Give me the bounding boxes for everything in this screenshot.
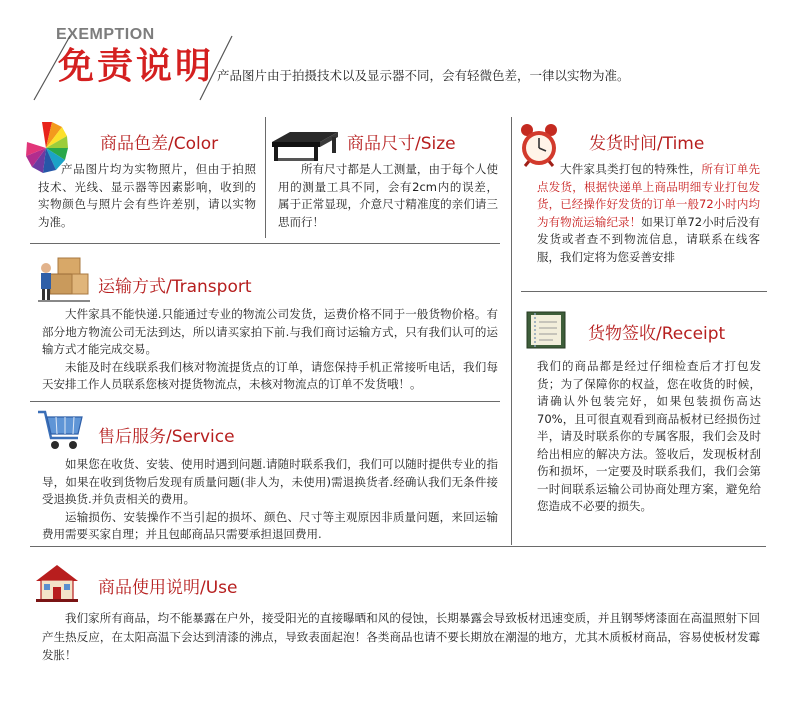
- table-icon: [270, 128, 340, 164]
- time-title: 发货时间/Time: [589, 134, 705, 154]
- divider-color-size: [265, 117, 266, 238]
- delivery-boxes-icon: [36, 252, 92, 304]
- time-body-end: 如果订单72小时后没有发货或者查不到物流信息，请联系在线客服，我们定将为您妥善安排: [537, 214, 760, 264]
- transport-title: 运输方式/Transport: [98, 277, 252, 297]
- size-title: 商品尺寸/Size: [347, 134, 456, 154]
- divider-row3: [30, 546, 766, 547]
- color-body: 产品图片均为实物照片，但由于拍照技术、光线、显示器等因素影响，收到的实物颜色与照片会有些许差别，请以实物为准。: [38, 162, 256, 229]
- divider-row2: [30, 401, 500, 402]
- receipt-title: 货物签收/Receipt: [588, 324, 726, 344]
- house-icon: [34, 563, 80, 603]
- transport-body: [42, 306, 498, 394]
- divider-row1: [30, 243, 500, 244]
- color-title: 商品色差/Color: [100, 134, 219, 154]
- time-body-start: 大件家具类打包的特殊性，: [560, 162, 702, 176]
- time-body-highlight: 所有订单先点发货，根据快递单上商品明细专业打包发货，已经操作好发货的订单一般72小时内均为有物流运输纪录！: [537, 162, 760, 229]
- time-body: [537, 161, 760, 266]
- transport-para-1: 大件家具不能快递.只能通过专业的物流公司发货，运费价格不同于一般货物价格。有部分地方物流公司无法到达，所以请买家拍下前.与我们商讨运输方式，只有我们认可的运输方式才能完成交易。: [42, 307, 498, 356]
- header-description: 产品图片由于拍摄技术以及显示器不同，会有轻微色差，一律以实物为准。: [217, 68, 630, 83]
- header-en-title: EXEMPTION: [56, 26, 155, 43]
- size-body: 所有尺寸都是人工测量，由于每个人使用的测量工具不同，会有2cm内的误差，属于正常显现，介意尺寸精准度的亲们请三思而行！: [278, 162, 498, 229]
- service-para-2: 运输损伤、安装操作不当引起的损坏、颜色、尺寸等主观原因非质量问题，来回运输费用需要买家自理；并且包邮商品只需要承担退回费用.: [42, 509, 498, 541]
- shopping-cart-icon: [36, 408, 86, 452]
- divider-left-right: [511, 117, 512, 545]
- receipt-body: 我们的商品都是经过仔细检查后才打包发货；为了保障你的权益，您在收货的时候，请确认外包装完好，如果包装损伤高达70%，且可很直观看到商品板材已经损伤过半，请及时联系你的专属客服，我们会及时给出相应的解决方法。签收后，发现板材刮伤和损坏，一定要及时联系我们，我们会第一时间联系运输公司协商处理方案，避免给您造成不必要的损失。: [537, 359, 761, 513]
- receipt-book-icon: [525, 309, 567, 351]
- use-title: 商品使用说明/Use: [98, 578, 238, 598]
- service-title: 售后服务/Service: [98, 427, 235, 447]
- transport-para-2: 未能及时在线联系我们核对物流提货点的订单，请您保持手机正常接听电话，我们每天安排工作人员联系您核对提货物流点，未核对物流点的订单不发货哦！。: [42, 359, 498, 391]
- use-body: 我们家所有商品，均不能暴露在户外，接受阳光的直接曝晒和风的侵蚀，长期暴露会导致板材迅速变质，并且钢琴烤漆面在高温照射下回产生热反应，在太阳高温下会达到清漆的沸点，导致表面起泡！各类商品也请不要长期放在潮湿的地方，尤其木质板材商品，容易使板材发霉发胀！: [42, 611, 760, 662]
- service-body: [42, 456, 498, 544]
- header-cn-title: 免责说明: [58, 46, 215, 87]
- divider-right-1: [521, 291, 767, 292]
- service-para-1: 如果您在收货、安装、使用时遇到问题.请随时联系我们，我们可以随时提供专业的指导，如果在收到货物后发现有质量问题(非人为，未使用)需退换货者.经确认我们无条件接受退换货.并负责相关的费用。: [42, 457, 498, 506]
